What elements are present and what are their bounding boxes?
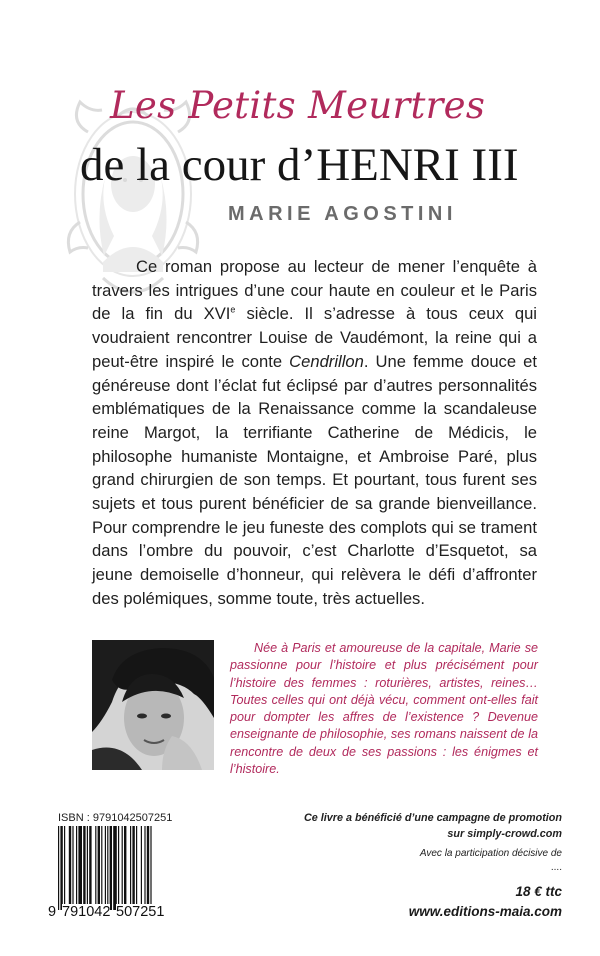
- barcode-bar: [110, 826, 112, 910]
- barcode-digits: [48, 904, 172, 924]
- barcode: [48, 826, 172, 924]
- synopsis-paragraph: [92, 255, 537, 611]
- barcode-bar: [72, 826, 73, 910]
- barcode-bar: [136, 826, 137, 910]
- synopsis-italic-title: Cendrillon: [289, 351, 364, 371]
- barcode-bar: [89, 826, 91, 910]
- author-photo: [92, 640, 214, 770]
- barcode-bar: [101, 826, 102, 910]
- barcode-bar: [107, 826, 108, 910]
- isbn-label: ISBN : 9791042507251: [58, 812, 173, 824]
- barcode-bar: [132, 826, 134, 910]
- barcode-digit-first: 9: [48, 904, 57, 920]
- synopsis-superscript: e: [230, 304, 236, 315]
- barcode-bar: [144, 826, 145, 910]
- synopsis-text-part3: . Une femme douce et généreuse dont l’éclat fut éclipsé par d’autres personnalités emblématiques de la Renaissance comme la scandaleuse reine Margot, la terrifiante Catherine de Médicis, le philosophe humaniste Montaigne, et Ambroise Paré, plus grand chirurgien de son temps. Et pourtant, tous furent ses sujets et tous purent bénéficier de sa grande bienveillance. Pour comprendre le jeu funeste des complots qui se trament dans l’ombre du pouvoir, c’est Charlotte d’Esquetot, sa jeune demoiselle d’honneur, qui relèvera le défi d’affronter des polémiques, somme toute, très actuelles.: [92, 351, 537, 608]
- participation-note: Avec la participation décisive de: [419, 848, 562, 859]
- barcode-bar: [87, 826, 88, 910]
- promo-line1: Ce livre a bénéficié d’une campagne de promotion: [304, 812, 562, 824]
- book-title-line2: de la cour d’HENRI III: [80, 139, 519, 191]
- author-bio: Née à Paris et amoureuse de la capitale, Marie se passionne pour l’histoire et plus précisément pour l’histoire des femmes : roturières, artistes, reines… Toutes celles qui ont déjà vécu, comment ont-elles fait pour dompter les affres de l’existence ? Devenue enseignante de philosophie, ses romans naissent de la rencontre de deux de ses passions : les énigmes et l’histoire.: [230, 641, 538, 777]
- barcode-bar: [58, 826, 59, 910]
- barcode-bar: [122, 826, 123, 910]
- barcode-bar: [118, 826, 119, 910]
- synopsis-text-part2: siècle. Il s’adresse à tous ceux qui voudraient rencontrer Louise de Vaudémont, la reine qui a peut-être inspiré le conte: [92, 304, 537, 371]
- barcode-bar: [60, 826, 62, 910]
- barcode-digits-left: 791042: [62, 904, 111, 920]
- barcode-bar: [78, 826, 82, 910]
- barcode-digits-right: 507251: [116, 904, 165, 920]
- barcode-bar: [95, 826, 96, 910]
- barcode-bar: [105, 826, 106, 910]
- author-portrait-icon: [92, 640, 214, 770]
- synopsis-text-part1: Ce roman propose au lecteur de mener l’enquête à travers les intrigues d’une cour haute en couleur et le Paris de la fin du XVI: [92, 257, 537, 324]
- barcode-bar: [130, 826, 131, 910]
- barcode-bars-icon: [48, 826, 172, 910]
- barcode-bar: [124, 826, 126, 910]
- barcode-bar: [69, 826, 71, 910]
- author-name: MARIE AGOSTINI: [228, 203, 457, 225]
- barcode-bar: [113, 826, 117, 910]
- barcode-bar: [64, 826, 65, 910]
- barcode-bar: [83, 826, 85, 910]
- price: 18 € ttc: [515, 884, 562, 899]
- publisher-website: www.editions-maia.com: [408, 904, 562, 919]
- barcode-bar: [76, 826, 77, 910]
- book-title-line1: Les Petits Meurtres: [110, 84, 486, 127]
- promo-line2: sur simply-crowd.com: [447, 828, 562, 840]
- barcode-bar: [98, 826, 100, 910]
- barcode-bar: [147, 826, 149, 910]
- barcode-bar: [141, 826, 142, 910]
- barcode-bar: [150, 826, 151, 910]
- participation-dots: ....: [550, 862, 562, 873]
